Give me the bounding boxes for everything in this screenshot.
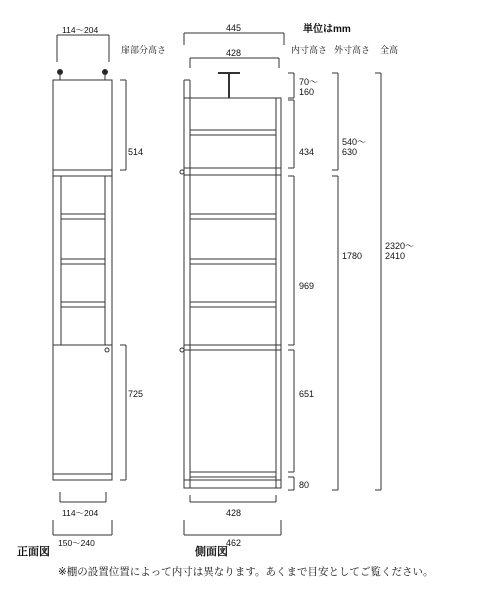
front-top-width: 114～204 [62, 25, 99, 35]
side-view-drawing [180, 33, 381, 535]
front-door-upper: 514 [128, 147, 144, 157]
front-door-lower: 725 [128, 389, 144, 399]
side-inner-lower: 651 [299, 389, 315, 399]
side-view-caption: 側面図 [195, 546, 228, 558]
front-bottom-outer-width: 150～240 [58, 538, 95, 548]
col-total-height: 全高 [380, 45, 399, 55]
col-door-height: 扉部分高さ [121, 45, 167, 55]
side-bottom-outer-width: 462 [226, 538, 242, 548]
side-top-outer-width: 445 [226, 23, 242, 33]
front-view-drawing [53, 35, 126, 535]
col-outer-height: 外寸高さ [334, 45, 371, 55]
footer-note: ※棚の設置位置によって内寸は異なります。あくまで目安としてご覧ください。 [58, 566, 434, 578]
side-bottom-inner-width: 428 [226, 508, 242, 518]
side-inner-upper: 434 [299, 147, 315, 157]
side-top-inner-width: 428 [226, 48, 242, 58]
col-inner-height: 内寸高さ [291, 45, 328, 55]
side-inner-top: 70～ 160 [299, 77, 319, 97]
side-outer-lower: 1780 [342, 251, 363, 261]
front-view-caption: 正面図 [17, 546, 50, 558]
side-inner-middle: 969 [299, 281, 315, 291]
side-inner-bottom: 80 [299, 480, 310, 490]
front-bottom-inner-width: 114～204 [62, 508, 99, 518]
side-total-height: 2320～ 2410 [385, 241, 415, 261]
side-outer-upper: 540～ 630 [342, 137, 367, 157]
unit-note: 単位はmm [303, 24, 351, 35]
